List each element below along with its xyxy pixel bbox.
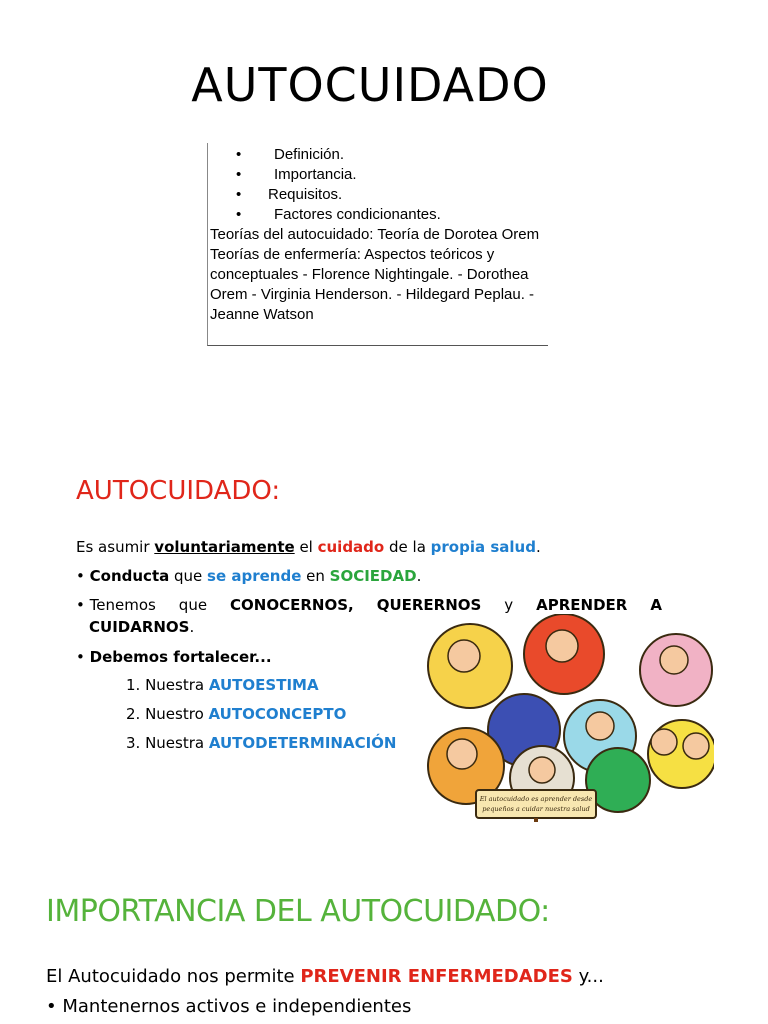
face-icon: [447, 739, 477, 769]
list-item: • Requisitos.: [236, 186, 343, 203]
face-icon: [660, 646, 688, 674]
face-icon: [546, 630, 578, 662]
bullet-icon: •: [76, 596, 85, 614]
outline-bullet-list: [208, 145, 548, 225]
tenemos-line: • Tenemos que CONOCERNOS, QUERERNOS y APRENDER A: [76, 596, 662, 614]
bullet-icon: •: [46, 996, 57, 1017]
conducta-line: • Conducta que se aprende en SOCIEDAD.: [76, 567, 422, 585]
list-item: • Importancia.: [236, 166, 357, 183]
bullet-icon: •: [236, 166, 242, 183]
bullet-icon: •: [236, 186, 242, 203]
face-icon: [529, 757, 555, 783]
list-item: • Definición.: [236, 146, 345, 163]
bullet-icon: •: [76, 648, 85, 666]
face-icon: [683, 733, 709, 759]
bullet-icon: •: [236, 206, 242, 223]
page-title: AUTOCUIDADO: [191, 58, 549, 112]
face-icon: [586, 712, 614, 740]
list-item: 2. Nuestro AUTOCONCEPTO: [126, 705, 347, 723]
fortalecer-line: • Debemos fortalecer...: [76, 648, 272, 666]
face-icon: [448, 640, 480, 672]
list-item: • Factores condicionantes.: [236, 206, 441, 223]
sign-text: pequeños a cuidar nuestra salud: [482, 805, 590, 813]
slide-autocuidado: [62, 468, 714, 820]
outline-box: [207, 143, 548, 346]
definition-line: Es asumir voluntariamente el cuidado de la propia salud.: [76, 538, 541, 556]
selfcare-illustration: [424, 614, 714, 822]
face-icon: [651, 729, 677, 755]
tenemos-line-continued: CUIDARNOS.: [89, 618, 195, 636]
bullet-icon: •: [76, 567, 85, 585]
sign-text: El autocuidado es aprender desde: [479, 795, 593, 803]
bullet-icon: •: [236, 146, 242, 163]
theories-paragraph: Teorías del autocuidado: Teoría de Dorotea Orem Teorías de enfermería: Aspectos teóricos y conceptuales - Florence Nightingale. - Dorothea Orem - Virginia Henderson. - Hildegard Peplau. - Jeanne Watson: [210, 226, 540, 323]
importance-bullet: • Mantenernos activos e independientes: [46, 996, 412, 1017]
slide-importancia: [36, 878, 726, 1024]
slide-heading: IMPORTANCIA DEL AUTOCUIDADO:: [46, 894, 550, 929]
list-item: 1. Nuestra AUTOESTIMA: [126, 676, 319, 694]
slide-heading: AUTOCUIDADO:: [76, 476, 281, 506]
importance-line: El Autocuidado nos permite PREVENIR ENFERMEDADES y...: [46, 966, 604, 987]
list-item: 3. Nuestra AUTODETERMINACIÓN: [126, 734, 397, 752]
